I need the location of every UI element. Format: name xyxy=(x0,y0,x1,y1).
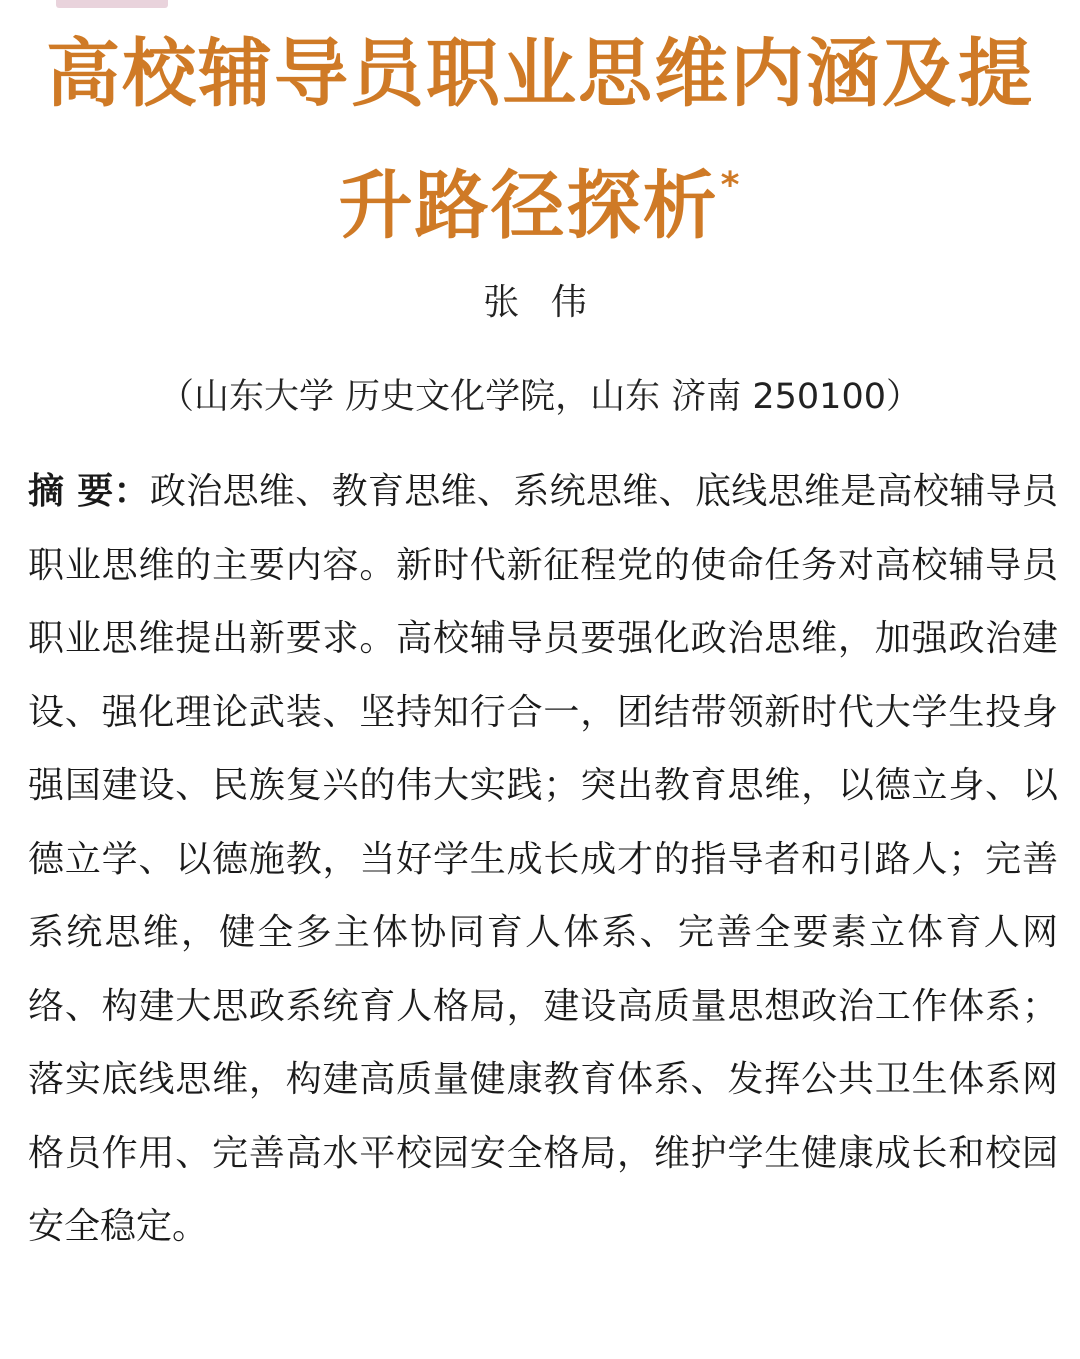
title-footnote-mark: * xyxy=(720,165,742,206)
author-name: 张 伟 xyxy=(483,282,597,323)
abstract-text: 政治思维、教育思维、系统思维、底线思维是高校辅导员职业思维的主要内容。新时代新征程党的使命任务对高校辅导员职业思维提出新要求。高校辅导员要强化政治思维，加强政治建设、强化理论武装、坚持知行合一，团结带领新时代大学生投身强国建设、民族复兴的伟大实践；突出教育思维，以德立身、以德立学、以德施教，当好学生成长成才的指导者和引路人；完善系统思维，健全多主体协同育人体系、完善全要素立体育人网络、构建大思政系统育人格局，建设高质量思想政治工作体系；落实底线思维，构建高质量健康教育体系、发挥公共卫生体系网格员作用、完善高水平校园安全格局，维护学生健康成长和校园安全稳定。 xyxy=(28,471,1058,1247)
article-title xyxy=(40,18,1040,262)
title-line-2-wrap xyxy=(40,130,1040,262)
title-line-2: 升路径探析 xyxy=(338,163,719,249)
author-affiliation: （山东大学 历史文化学院，山东 济南 250100） xyxy=(159,377,921,417)
abstract xyxy=(28,455,1058,1264)
abstract-label: 摘 要： xyxy=(28,471,150,512)
top-thumbnail-strip xyxy=(56,0,168,8)
title-line-1: 高校辅导员职业思维内涵及提 xyxy=(46,31,1034,117)
